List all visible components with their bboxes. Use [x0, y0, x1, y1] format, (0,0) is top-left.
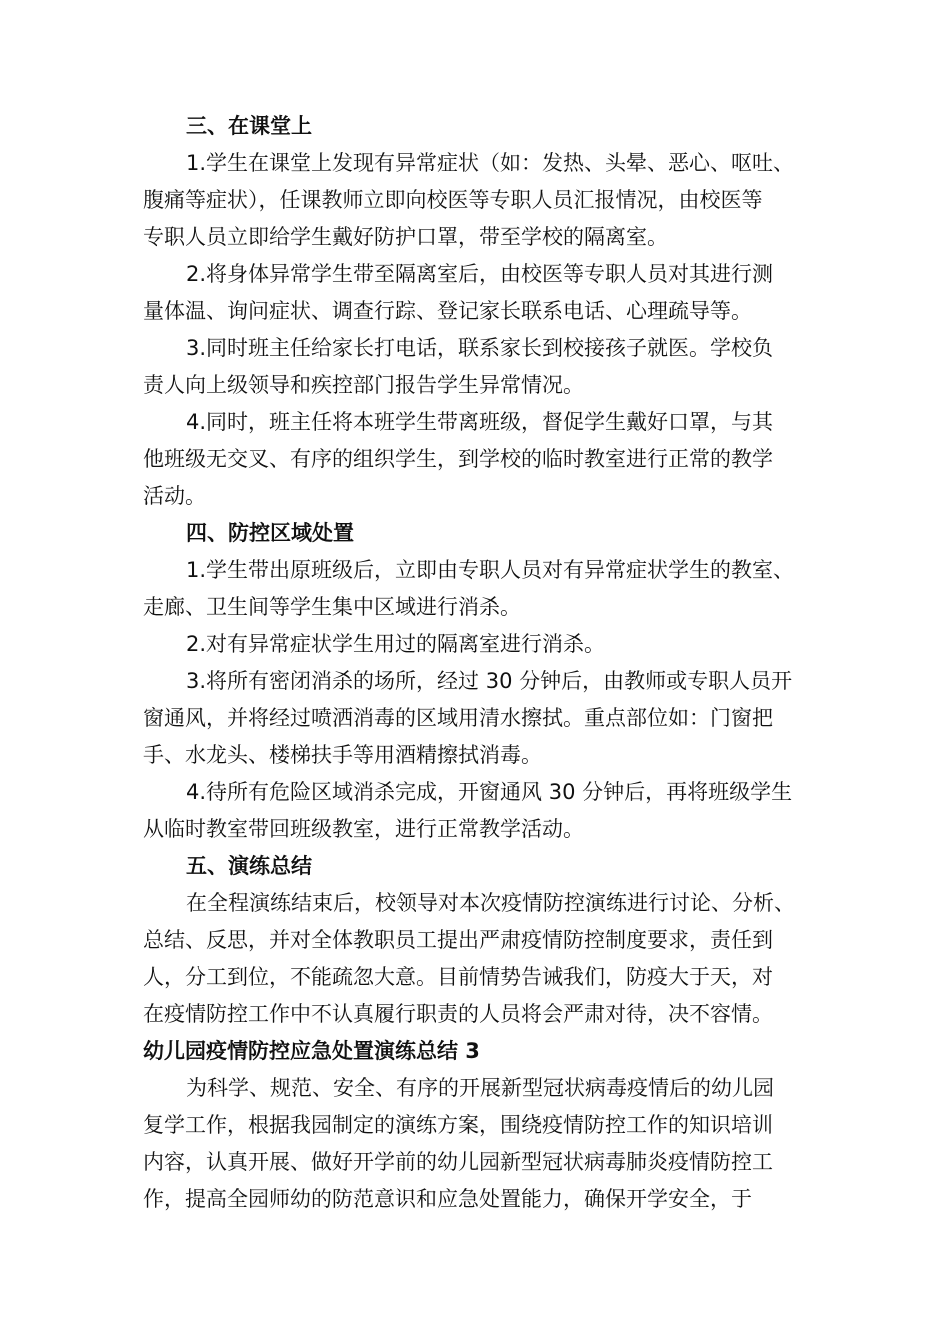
paragraph-line: 复学工作，根据我园制定的演练方案，围绕疫情防控工作的知识培训	[143, 1113, 773, 1137]
section-heading: 三、在课堂上	[186, 114, 312, 138]
document-body	[143, 108, 823, 1218]
paragraph	[143, 404, 823, 515]
paragraph-line: 从临时教室带回班级教室，进行正常教学活动。	[143, 817, 584, 841]
paragraph-line: 手、水龙头、楼梯扶手等用酒精擦拭消毒。	[143, 743, 542, 767]
paragraph-line: 4.同时，班主任将本班学生带离班级，督促学生戴好口罩，与其	[186, 410, 774, 434]
paragraph	[143, 145, 823, 256]
paragraph	[143, 256, 823, 330]
paragraph-line: 腹痛等症状），任课教师立即向校医等专职人员汇报情况，由校医等	[143, 188, 763, 212]
paragraph-line: 3.将所有密闭消杀的场所，经过 30 分钟后，由教师或专职人员开	[186, 669, 793, 693]
paragraph-line: 内容，认真开展、做好开学前的幼儿园新型冠状病毒肺炎疫情防控工	[143, 1150, 773, 1174]
section-heading: 五、演练总结	[186, 854, 312, 878]
paragraph-line: 1.学生在课堂上发现有异常症状（如：发热、头晕、恶心、呕吐、	[186, 151, 795, 175]
paragraph-line: 总结、反思，并对全体教职员工提出严肃疫情防控制度要求，责任到	[143, 928, 773, 952]
paragraph-line: 走廊、卫生间等学生集中区域进行消杀。	[143, 595, 521, 619]
paragraph-line: 人，分工到位，不能疏忽大意。目前情势告诫我们，防疫大于天，对	[143, 965, 773, 989]
paragraph	[143, 552, 823, 626]
document-title: 幼儿园疫情防控应急处置演练总结 3	[143, 1039, 480, 1063]
paragraph	[143, 885, 823, 1033]
paragraph-line: 责人向上级领导和疾控部门报告学生异常情况。	[143, 373, 584, 397]
paragraph	[143, 774, 823, 848]
paragraph-line: 专职人员立即给学生戴好防护口罩，带至学校的隔离室。	[143, 225, 668, 249]
paragraph-line: 量体温、询问症状、调查行踪、登记家长联系电话、心理疏导等。	[143, 299, 752, 323]
paragraph-line: 在全程演练结束后，校领导对本次疫情防控演练进行讨论、分析、	[186, 891, 795, 915]
paragraph-line: 在疫情防控工作中不认真履行职责的人员将会严肃对待，决不容情。	[143, 1002, 773, 1026]
paragraph-line: 1.学生带出原班级后，立即由专职人员对有异常症状学生的教室、	[186, 558, 795, 582]
paragraph-line: 为科学、规范、安全、有序的开展新型冠状病毒疫情后的幼儿园	[186, 1076, 774, 1100]
paragraph-line: 他班级无交叉、有序的组织学生，到学校的临时教室进行正常的教学	[143, 447, 773, 471]
paragraph	[143, 1070, 823, 1218]
paragraph	[143, 663, 823, 774]
section-heading: 四、防控区域处置	[186, 521, 354, 545]
paragraph-line: 作，提高全园师幼的防范意识和应急处置能力，确保开学安全，于	[143, 1187, 752, 1211]
paragraph-line: 3.同时班主任给家长打电话，联系家长到校接孩子就医。学校负	[186, 336, 774, 360]
paragraph-line: 窗通风，并将经过喷洒消毒的区域用清水擦拭。重点部位如：门窗把	[143, 706, 773, 730]
paragraph	[143, 330, 823, 404]
paragraph-line: 活动。	[143, 484, 206, 508]
paragraph-line: 2.对有异常症状学生用过的隔离室进行消杀。	[186, 632, 606, 656]
paragraph-line: 4.待所有危险区域消杀完成，开窗通风 30 分钟后，再将班级学生	[186, 780, 793, 804]
paragraph	[143, 626, 823, 663]
paragraph-line: 2.将身体异常学生带至隔离室后，由校医等专职人员对其进行测	[186, 262, 774, 286]
